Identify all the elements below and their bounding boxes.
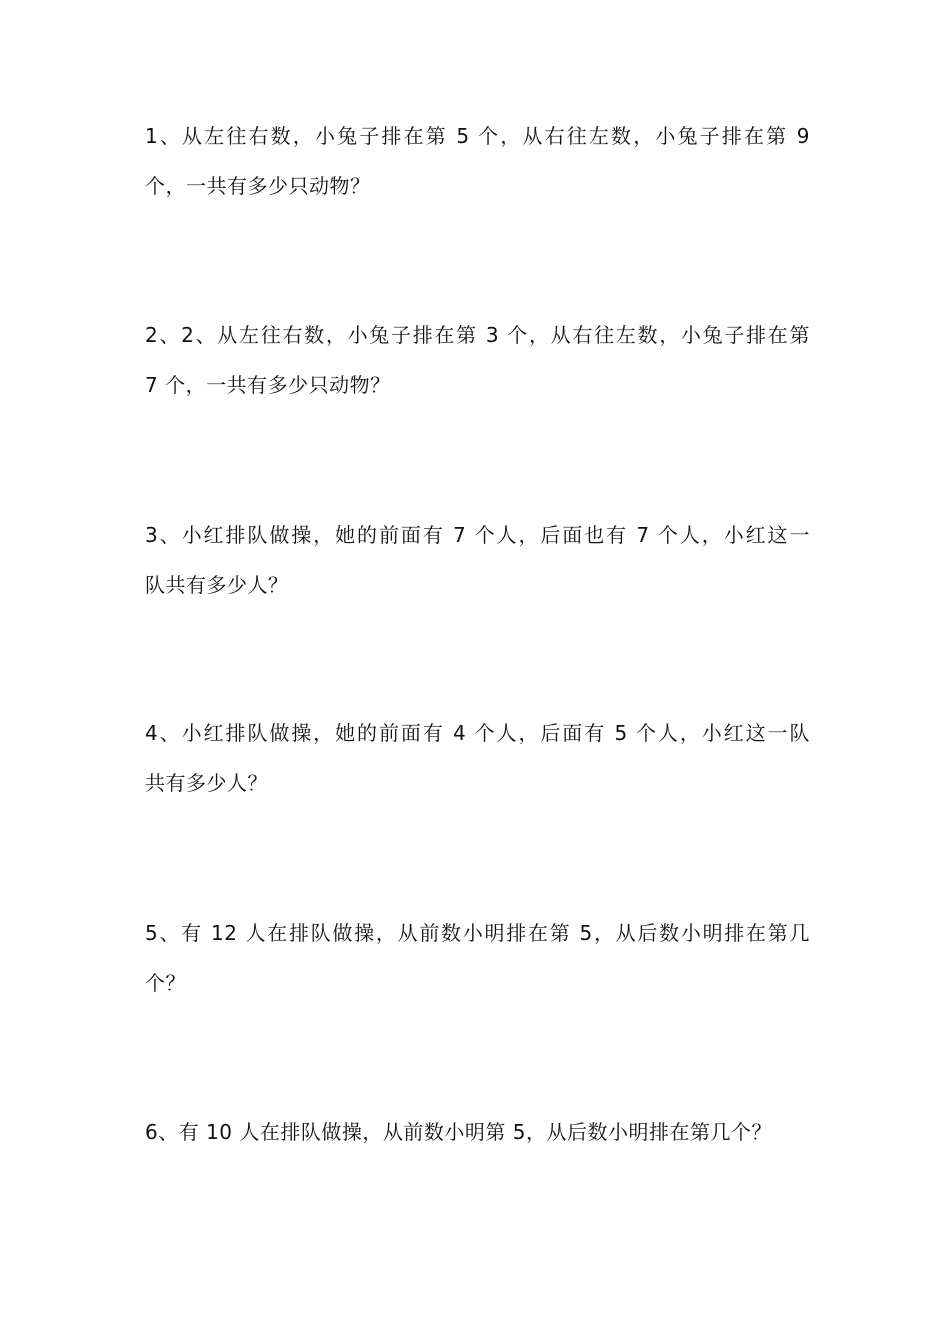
question-4 [145,708,810,808]
question-4-line-1: 4、小红排队做操，她的前面有 4 个人，后面有 5 个人，小红这一队 [145,721,810,745]
question-2-line-2: 7 个，一共有多少只动物？ [145,373,391,397]
question-6 [145,1107,810,1157]
question-4-line-2: 共有多少人？ [145,771,268,795]
question-6-line-1: 6、有 10 人在排队做操，从前数小明第 5，从后数小明排在第几个？ [145,1120,772,1144]
question-1-line-1: 1、从左往右数，小兔子排在第 5 个，从右往左数，小兔子排在第 9 [145,124,810,148]
question-1 [145,111,810,211]
question-3-line-1: 3、小红排队做操，她的前面有 7 个人，后面也有 7 个人，小红这一 [145,523,810,547]
question-2 [145,310,810,410]
question-5-line-2: 个？ [145,971,186,995]
question-3-line-2: 队共有多少人？ [145,573,289,597]
question-3 [145,510,810,610]
question-5 [145,908,810,1008]
question-1-line-2: 个，一共有多少只动物？ [145,174,371,198]
question-5-line-1: 5、有 12 人在排队做操，从前数小明排在第 5，从后数小明排在第几 [145,921,810,945]
question-2-line-1: 2、2、从左往右数，小兔子排在第 3 个，从右往左数，小兔子排在第 [145,323,810,347]
